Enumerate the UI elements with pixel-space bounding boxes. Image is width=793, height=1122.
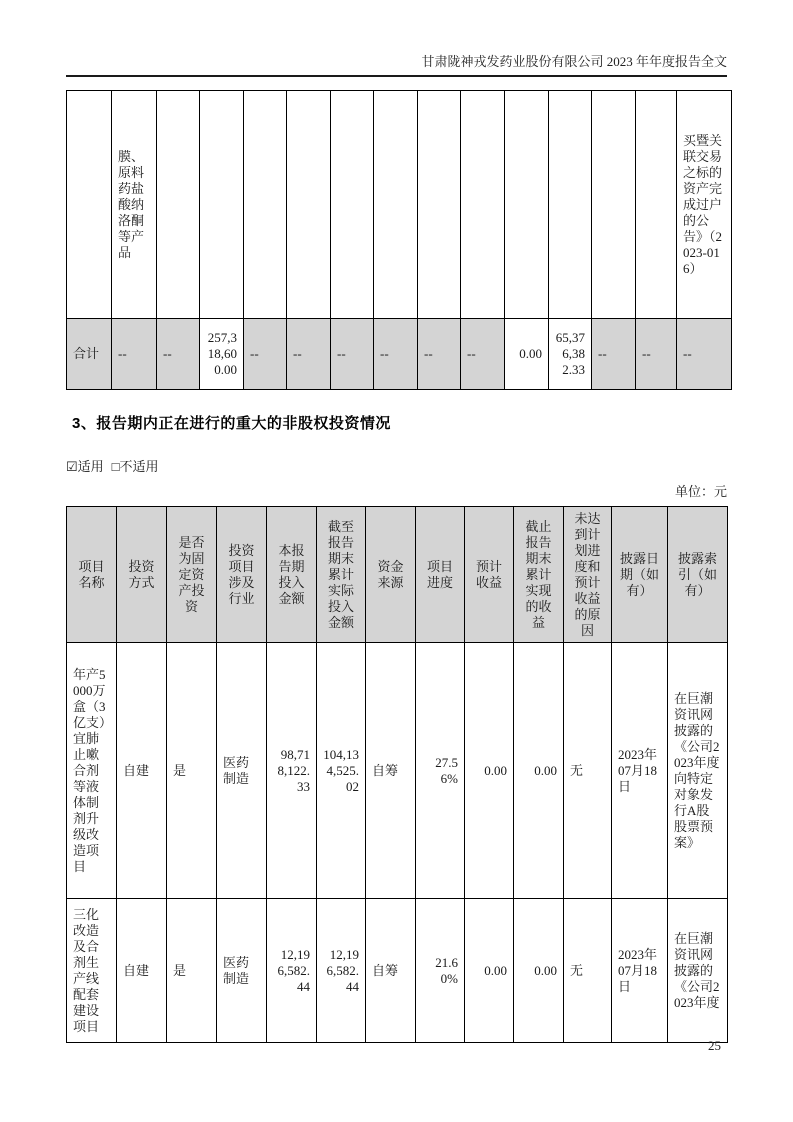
investment-method-cell: 自建 (117, 899, 167, 1043)
empty-cell (505, 91, 549, 319)
total-cell: -- (287, 319, 331, 390)
disclosure-index-text: 在巨潮资讯网披露的《公司2023年度 (674, 930, 720, 1010)
total-amount-cell: 257,318,600.00 (200, 319, 244, 390)
realized-return-cell: 0.00 (514, 899, 564, 1043)
amount-period-cell: 98,718,122.33 (267, 643, 317, 899)
industry-cell: 医药制造 (217, 643, 267, 899)
amount-cumulative-cell: 12,196,582.44 (317, 899, 366, 1043)
industry-cell: 医药制造 (217, 899, 267, 1043)
column-header-expected-return: 预计收益 (465, 507, 514, 643)
investment-table-header-row (67, 507, 728, 643)
continuation-table (66, 90, 732, 390)
disclosure-reference-cell (677, 91, 732, 319)
investment-row (67, 899, 728, 1043)
total-cell: -- (331, 319, 374, 390)
investment-table (66, 506, 728, 1043)
column-header-reason: 未达到计划进度和预计收益的原因 (564, 507, 612, 643)
total-cell: -- (592, 319, 636, 390)
total-amount-cell: 0.00 (505, 319, 549, 390)
column-header-amount-period: 本报告期投入金额 (267, 507, 317, 643)
disclosure-reference-text: 买暨关联交易之标的资产完成过户的公告》（2023-016） (683, 132, 723, 276)
empty-cell (374, 91, 418, 319)
product-description-cell (112, 91, 157, 319)
column-header-disclosure-date: 披露日期（如有） (612, 507, 668, 643)
column-header-disclosure-index: 披露索引（如有） (668, 507, 728, 643)
project-name-cell (67, 643, 117, 899)
total-row (67, 319, 732, 390)
page-content (66, 0, 727, 1043)
reason-cell: 无 (564, 643, 612, 899)
column-header-project-name: 项目名称 (67, 507, 117, 643)
disclosure-date-cell: 2023年07月18日 (612, 899, 668, 1043)
column-header-is-fixed-asset: 是否为固定资产投资 (167, 507, 217, 643)
column-header-investment-method: 投资方式 (117, 507, 167, 643)
progress-cell: 27.56% (416, 643, 465, 899)
column-header-fund-source: 资金来源 (366, 507, 416, 643)
disclosure-index-cell (668, 899, 728, 1043)
empty-cell (244, 91, 287, 319)
empty-cell (67, 91, 112, 319)
header-title: 甘肃陇神戎发药业股份有限公司 2023 年年度报告全文 (421, 54, 727, 69)
project-name-text: 三化改造及合剂生产线配套建设项目 (73, 906, 100, 1034)
total-cell: -- (244, 319, 287, 390)
total-cell: -- (374, 319, 418, 390)
empty-cell (331, 91, 374, 319)
total-cell: -- (636, 319, 677, 390)
empty-cell (200, 91, 244, 319)
column-header-amount-cumulative: 截至报告期末累计实际投入金额 (317, 507, 366, 643)
section-heading: 3、报告期内正在进行的重大的非股权投资情况 (72, 415, 391, 432)
total-cell: -- (418, 319, 461, 390)
total-amount-cell: 65,376,382.33 (549, 319, 592, 390)
investment-method-cell: 自建 (117, 643, 167, 899)
investment-row (67, 643, 728, 899)
empty-cell (418, 91, 461, 319)
unit-label: 单位：元 (674, 484, 727, 499)
not-applicable-checkbox-icon: □ (111, 459, 120, 474)
disclosure-index-cell (668, 643, 728, 899)
continuation-row (67, 91, 732, 319)
project-name-text: 年产5000万盒（3亿支）宜肺止嗽合剂等液体制剂升级改造项目 (73, 666, 106, 874)
project-name-cell (67, 899, 117, 1043)
total-cell: -- (677, 319, 732, 390)
applicable-label: 适用 (77, 459, 104, 474)
applicability-line (66, 459, 727, 475)
expected-return-cell: 0.00 (465, 643, 514, 899)
empty-cell (592, 91, 636, 319)
header-rule (66, 75, 727, 77)
realized-return-cell: 0.00 (514, 643, 564, 899)
document-header (66, 0, 727, 69)
empty-cell (636, 91, 677, 319)
empty-cell (461, 91, 505, 319)
fund-source-cell: 自筹 (366, 643, 416, 899)
column-header-progress: 项目进度 (416, 507, 465, 643)
reason-cell: 无 (564, 899, 612, 1043)
empty-cell (157, 91, 200, 319)
page-number: 25 (708, 1038, 721, 1053)
column-header-industry: 投资项目涉及行业 (217, 507, 267, 643)
fund-source-cell: 自筹 (366, 899, 416, 1043)
applicable-checked-checkbox-icon: ☑ (66, 459, 78, 474)
empty-cell (549, 91, 592, 319)
amount-cumulative-cell: 104,134,525.02 (317, 643, 366, 899)
disclosure-date-cell: 2023年07月18日 (612, 643, 668, 899)
is-fixed-asset-cell: 是 (167, 643, 217, 899)
total-cell: -- (112, 319, 157, 390)
progress-cell: 21.60% (416, 899, 465, 1043)
empty-cell (287, 91, 331, 319)
expected-return-cell: 0.00 (465, 899, 514, 1043)
total-cell: -- (157, 319, 200, 390)
not-applicable-group (112, 459, 159, 474)
total-label-cell: 合计 (67, 319, 112, 390)
not-applicable-label: 不适用 (119, 459, 159, 474)
is-fixed-asset-cell: 是 (167, 899, 217, 1043)
disclosure-index-text: 在巨潮资讯网披露的《公司2023年度向特定对象发行A股股票预案》 (674, 690, 720, 850)
column-header-realized-return: 截止报告期末累计实现的收益 (514, 507, 564, 643)
product-description-text: 膜、原料药盐酸纳洛酮等产品 (118, 148, 145, 260)
amount-period-cell: 12,196,582.44 (267, 899, 317, 1043)
total-cell: -- (461, 319, 505, 390)
